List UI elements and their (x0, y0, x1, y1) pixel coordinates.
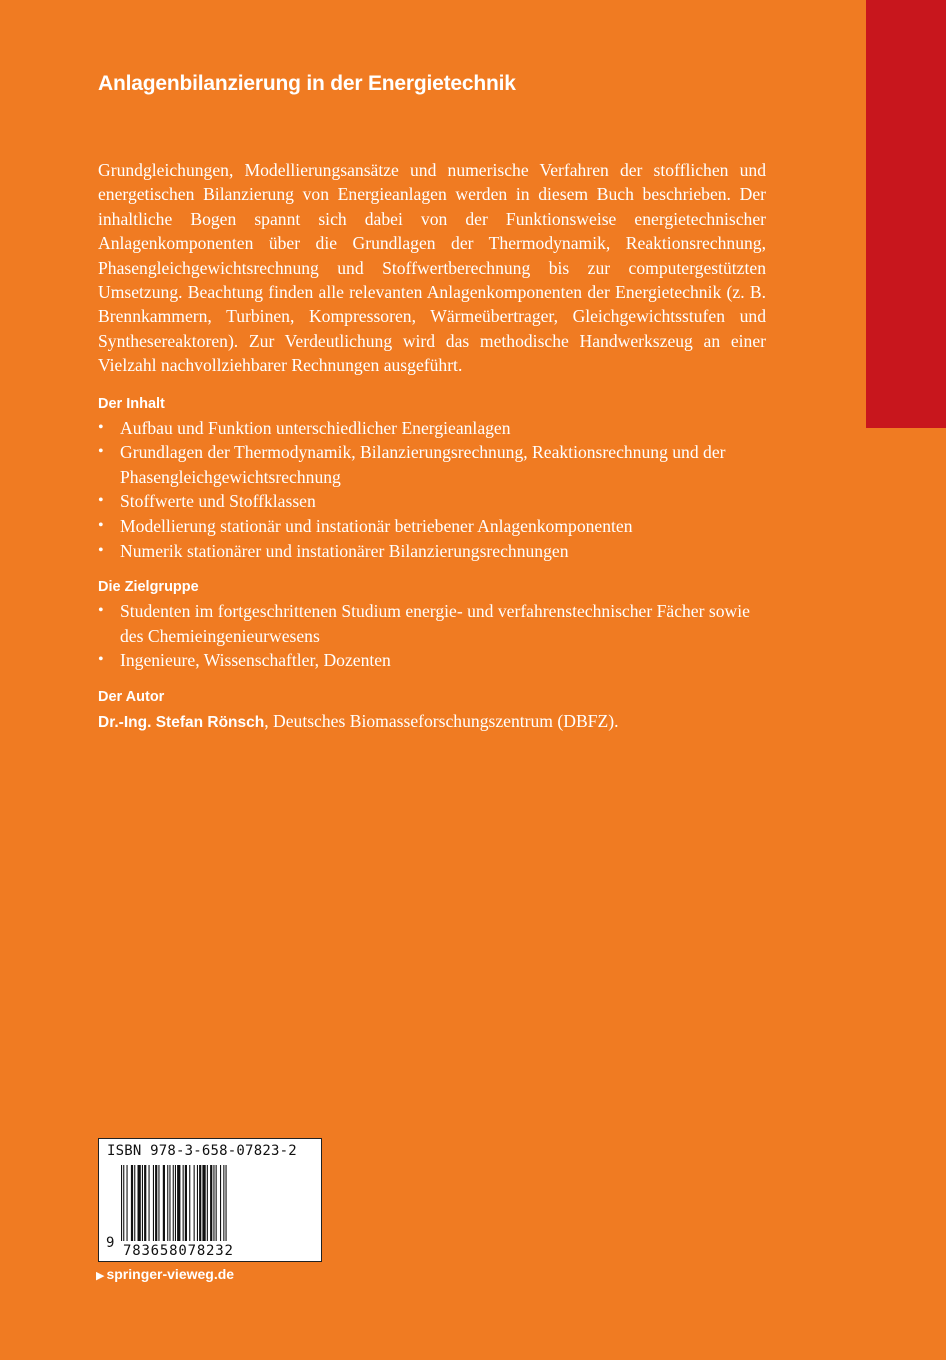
back-cover-content (98, 72, 766, 735)
barcode-bars (121, 1165, 311, 1241)
publisher-link[interactable]: ▶ springer-vieweg.de (96, 1266, 235, 1282)
bullet-icon: • (98, 443, 104, 461)
bullet-icon: • (98, 418, 104, 436)
audience-list (98, 599, 766, 673)
bullet-icon: • (98, 517, 104, 535)
list-item: • Numerik stationärer und instationärer Bilanzierungsrechnungen (98, 539, 766, 564)
author-name: Dr.-Ing. Stefan Rönsch (98, 714, 265, 731)
list-item: • Modellierung stationär und instationär betriebener Anlagenkomponenten (98, 514, 766, 539)
isbn-number: ISBN 978-3-658-07823-2 (107, 1143, 297, 1159)
bullet-icon: • (98, 651, 104, 669)
list-item: • Studenten im fortgeschrittenen Studium energie- und verfahrenstechnischer Fächer sowie des Chemieingenieurwesens (98, 601, 750, 646)
author-line (98, 709, 766, 735)
list-item: • Stoffwerte und Stoffklassen (98, 489, 766, 514)
author-heading: Der Autor (98, 689, 165, 705)
bullet-icon: • (98, 541, 104, 559)
arrow-right-icon: ▶ (96, 1270, 105, 1282)
book-description: Grundgleichungen, Modellierungsansätze und numerische Verfahren der stofflichen und energetischen Bilanzierung von Energieanlagen werden in diesem Buch beschrieben. Der inhaltliche Bogen spannt sich dabei von der Funktionsweise energietechnischer Anlagenkomponenten über die Grundlagen der Thermodynamik, Reaktionsrechnung, Phasengleichgewichtsrechnung und Stoffwertberechnung bis zur computergestützten Umsetzung. Beachtung finden alle relevanten Anlagenkomponenten der Energietechnik (z. B. Brennkammern, Turbinen, Kompressoren, Wärmeübertrager, Gleichgewichtsstufen und Synthesereaktoren). Zur Verdeutlichung wird das methodische Handwerkszeug an einer Vielzahl nachvollziehbarer Rechnungen ausgeführt. (98, 160, 766, 376)
author-affiliation: , Deutsches Biomasseforschungszentrum (DBFZ). (264, 711, 619, 731)
contents-list (98, 416, 766, 564)
ean-digits: 783658078232 (123, 1243, 234, 1259)
list-item: • Grundlagen der Thermodynamik, Bilanzierungsrechnung, Reaktionsrechnung und der Phasengleichgewichtsrechnung (98, 442, 726, 487)
bullet-icon: • (98, 602, 104, 620)
ean-first-digit: 9 (106, 1235, 115, 1251)
bullet-icon: • (98, 492, 104, 510)
list-item: • Ingenieure, Wissenschaftler, Dozenten (98, 648, 766, 673)
audience-heading: Die Zielgruppe (98, 579, 199, 596)
red-spine-band (866, 0, 946, 428)
list-item: • Aufbau und Funktion unterschiedlicher Energieanlagen (98, 416, 766, 441)
book-title: Anlagenbilanzierung in der Energietechnik (98, 72, 516, 95)
isbn-barcode (98, 1138, 322, 1262)
contents-heading: Der Inhalt (98, 395, 165, 412)
